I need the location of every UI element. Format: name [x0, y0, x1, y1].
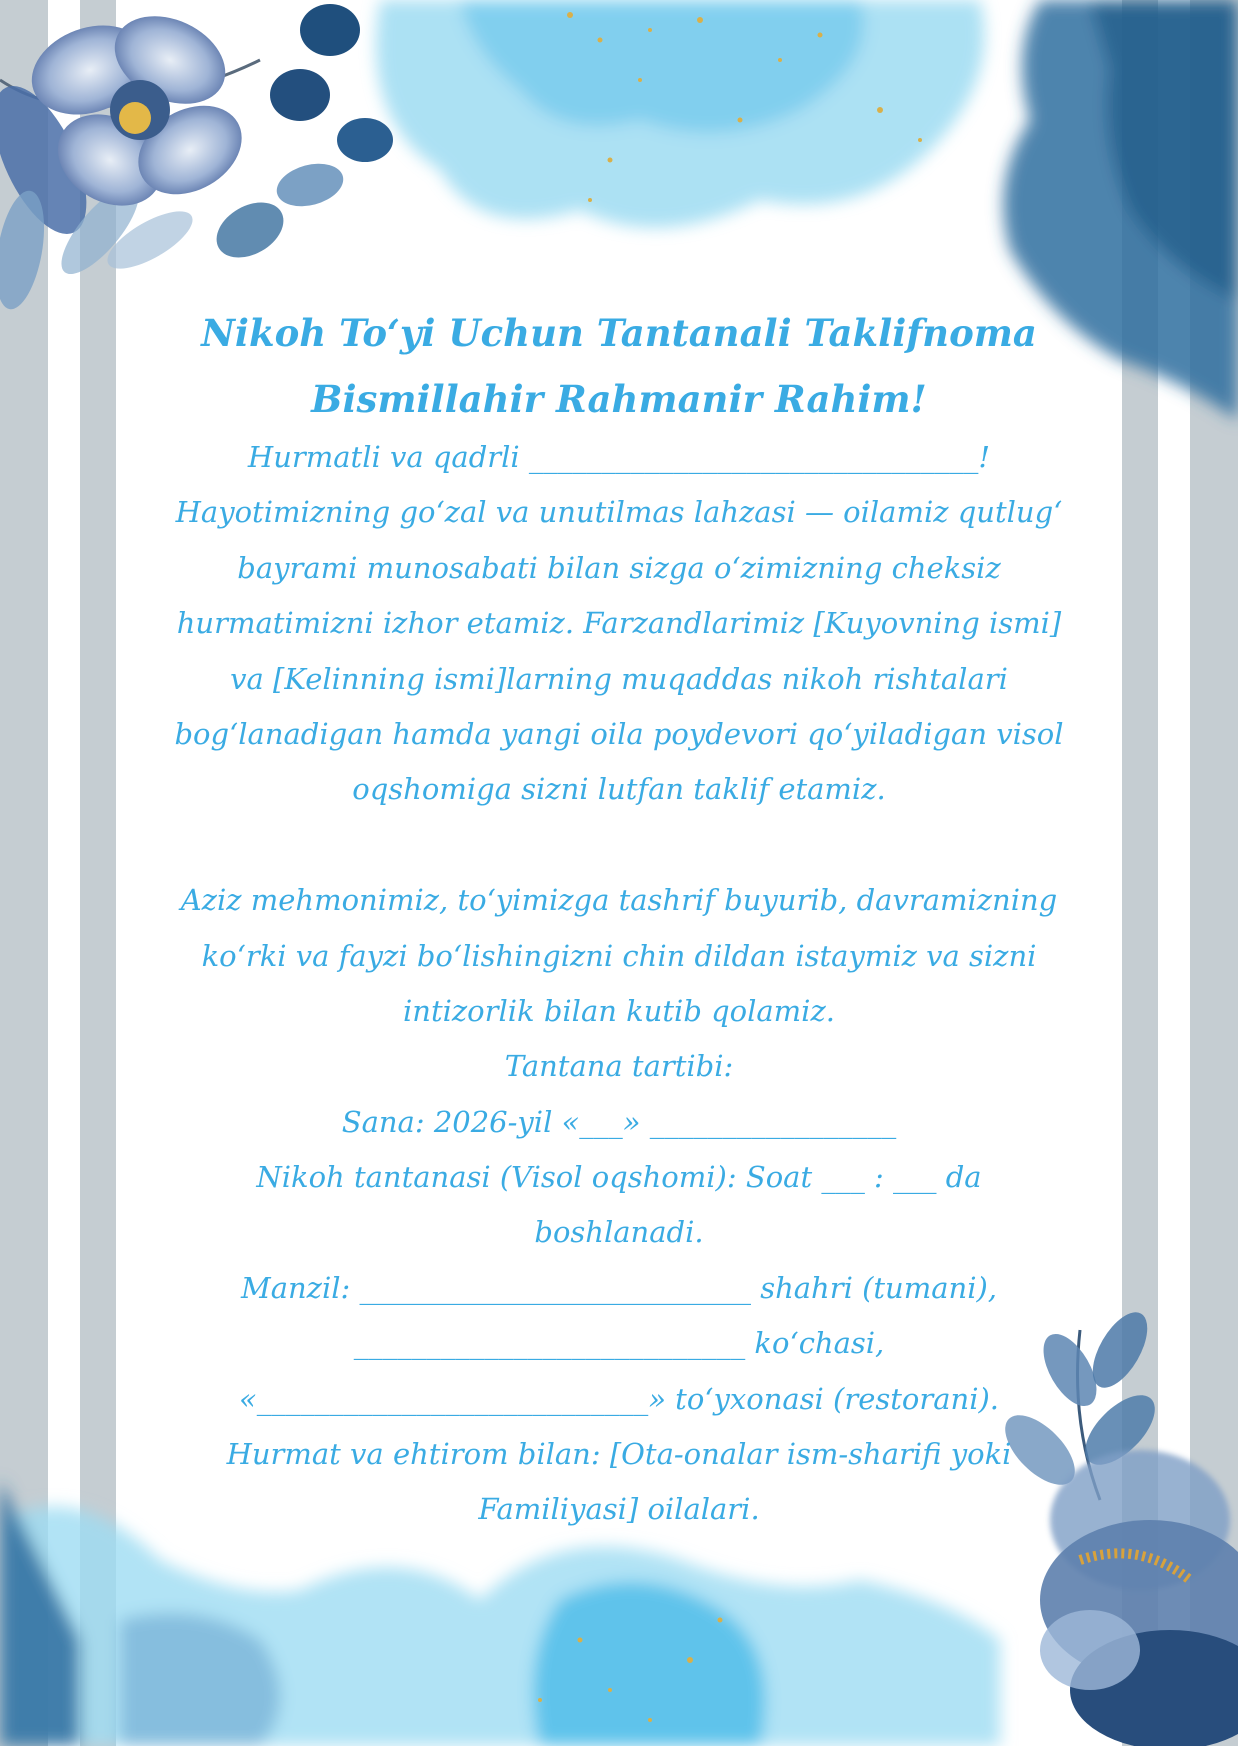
body-line: Hayotimizning go‘zal va unutilmas lahzasi — oilamiz qutlug‘	[175, 495, 1063, 530]
body-line: intizorlik bilan kutib qolamiz.	[403, 993, 835, 1028]
body-line: va [Kelinning ismi]larning muqaddas nikoh rishtalari	[230, 661, 1008, 696]
schedule-heading: Tantana tartibi:	[504, 1049, 734, 1084]
invitation-body	[170, 430, 1068, 1538]
body-line: ko‘rki va fayzi bo‘lishingizni chin dildan istaymiz va sizni	[201, 938, 1037, 973]
top-watercolor-splash-icon	[376, 0, 984, 228]
address-line: ___________________________ ko‘chasi,	[353, 1326, 885, 1361]
body-line: bayrami munosabati bilan sizga o‘zimizning cheksiz	[237, 550, 1001, 585]
venue-line: «___________________________» to‘yxonasi (restorani).	[238, 1381, 1000, 1416]
body-line: oqshomiga sizni lutfan taklif etamiz.	[352, 772, 886, 807]
date-line: Sana: 2026-yil «___» _________________	[341, 1104, 897, 1139]
body-line: hurmatimizni izhor etamiz. Farzandlarimiz [Kuyovning ismi]	[176, 606, 1062, 641]
invitation-title: Nikoh To‘yi Uchun Tantanali Taklifnoma	[201, 311, 1037, 355]
body-line: Aziz mehmonimiz, to‘yimizga tashrif buyurib, davramizning	[180, 883, 1058, 918]
time-line: Nikoh tantanasi (Visol oqshomi): Soat ___ : ___ da	[256, 1160, 982, 1195]
signature-line-end: Familiyasi] oilalari.	[478, 1492, 760, 1527]
top-left-flower-icon	[0, 0, 393, 313]
signature-line: Hurmat va ehtirom bilan: [Ota-onalar ism-sharifi yoki	[226, 1437, 1012, 1472]
invitation-subtitle: Bismillahir Rahmanir Rahim!	[311, 377, 927, 421]
blank-line	[170, 818, 1068, 873]
body-line: bog‘lanadigan hamda yangi oila poydevori qo‘yiladigan visol	[174, 716, 1064, 751]
address-line: Manzil: ___________________________ shahri (tumani),	[241, 1270, 997, 1305]
greeting-line: Hurmatli va qadrli _______________________________!	[247, 440, 991, 474]
time-line-end: boshlanadi.	[534, 1215, 704, 1250]
